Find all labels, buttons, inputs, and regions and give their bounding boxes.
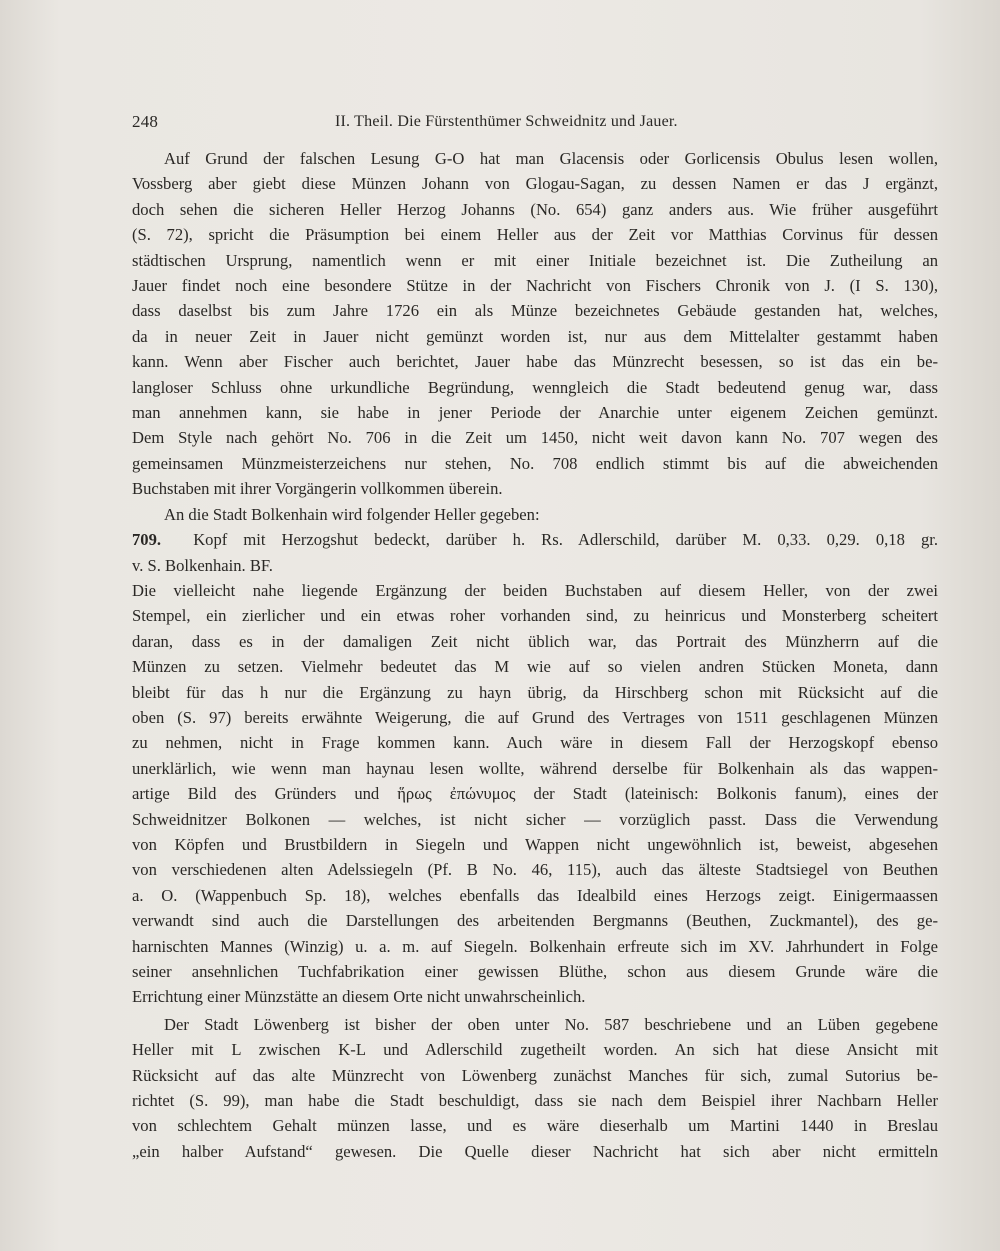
text-line: Heller mit L zwischen K-L und Adlerschild zugetheilt worden. An sich hat diese Ansicht mit xyxy=(132,1040,938,1060)
text-line: daran, dass es in der damaligen Zeit nicht üblich war, das Portrait des Münzherrn auf die xyxy=(132,631,938,651)
entry-number: 709. xyxy=(132,530,162,550)
text-line: Vossberg aber giebt diese Münzen Johann von Glogau-Sagan, zu dessen Namen er das J ergänzt, xyxy=(132,174,938,194)
text-line: Errichtung einer Münzstätte an diesem Orte nicht unwahrscheinlich. xyxy=(132,987,586,1007)
paragraph-loewenberg xyxy=(132,1012,938,1164)
text-line: harnischten Mannes (Winzig) u. a. m. auf Siegeln. Bolkenhain erfreute sich im XV. Jahrhundert in Folge xyxy=(132,936,938,956)
text-line: v. S. Bolkenhain. BF. xyxy=(132,555,273,575)
text-line: Stempel, ein zierlicher und ein etwas roher vorhanden sind, zu heinricus und Monsterberg scheitert xyxy=(132,606,938,626)
text-line: Münzen zu setzen. Vielmehr bedeutet das M wie auf so vielen andren Stücken Moneta, dann xyxy=(132,657,938,677)
text-line: unerklärlich, wie wenn man haynau lesen wollte, während derselbe für Bolkenhain als das wappen- xyxy=(132,758,938,778)
catalogue-entry-709 xyxy=(132,527,938,1010)
running-title: II. Theil. Die Fürstenthümer Schweidnitz und Jauer. xyxy=(335,113,678,130)
text-line: verwandt sind auch die Darstellungen des arbeitenden Bergmanns (Beuthen, Zuckmantel), des ge- xyxy=(132,911,938,931)
entry-description: Kopf mit Herzogshut bedeckt, darüber h. Rs. Adlerschild, darüber M. 0,33. 0,29. 0,18 gr. xyxy=(193,530,939,550)
page-number: 248 xyxy=(132,112,159,131)
page-body xyxy=(132,146,938,1164)
text-line: Jauer findet noch eine besondere Stütze in der Nachricht von Fischers Chronik von J. (I S. 130), xyxy=(132,276,938,296)
text-line: Dem Style nach gehört No. 706 in die Zeit um 1450, nicht weit davon kann No. 707 wegen des xyxy=(132,428,938,448)
text-line: von verschiedenen alten Adelssiegeln (Pf. B No. 46, 115), auch das älteste Stadtsiegel von Beuthen xyxy=(132,860,938,880)
text-line: langloser Schluss ohne urkundliche Begründung, wenngleich die Stadt bedeutend genug war, dass xyxy=(132,377,938,397)
text-line: zu nehmen, nicht in Frage kommen kann. Auch wäre in diesem Fall der Herzogskopf ebenso xyxy=(132,733,938,753)
text-line: Schweidnitzer Bolkonen — welches, ist nicht sicher — vorzüglich passt. Dass die Verwendung xyxy=(132,809,938,829)
text-line: städtischen Ursprung, namentlich wenn er mit einer Initiale bezeichnet ist. Die Zutheilung an xyxy=(132,250,938,270)
text-line xyxy=(132,527,938,552)
paragraph-jauer xyxy=(132,146,938,502)
text-line: da in neuer Zeit in Jauer nicht gemünzt worden ist, nur aus dem Mittelalter gestammt haben xyxy=(132,326,938,346)
text-line: von Köpfen und Brustbildern in Siegeln und Wappen nicht ungewöhnlich ist, beweist, abgesehen xyxy=(132,834,938,854)
text-line: kann. Wenn aber Fischer auch berichtet, Jauer habe das Münzrecht besessen, so ist das ein be- xyxy=(132,352,938,372)
text-line: richtet (S. 99), man habe die Stadt beschuldigt, dass sie nach dem Beispiel ihrer Nachbarn Heller xyxy=(132,1091,938,1111)
text-line: Die vielleicht nahe liegende Ergänzung der beiden Buchstaben auf diesem Heller, von der zwei xyxy=(132,580,938,600)
text-line: von schlechtem Gehalt münzen lasse, und es wäre dieserhalb um Martini 1440 in Breslau xyxy=(132,1116,938,1136)
text-line: dass daselbst bis zum Jahre 1726 ein als Münze bezeichnetes Gebäude gestanden hat, welches, xyxy=(132,301,938,321)
text-line: oben (S. 97) bereits erwähnte Weigerung, die auf Grund des Vertrages von 1511 geschlagenen Münzen xyxy=(132,707,938,727)
text-line: a. O. (Wappenbuch Sp. 18), welches ebenfalls das Idealbild eines Herzogs zeigt. Einigermaassen xyxy=(132,885,938,905)
text-line: Buchstaben mit ihrer Vorgängerin vollkommen überein. xyxy=(132,479,503,499)
text-line: seiner ansehnlichen Tuchfabrikation einer gewissen Blüthe, schon aus diesem Grunde wäre die xyxy=(132,962,938,981)
text-line: Rücksicht auf das alte Münzrecht von Löwenberg zunächst Manches für sich, zumal Sutorius be- xyxy=(132,1065,938,1085)
text-line: gemeinsamen Münzmeisterzeichens nur stehen, No. 708 endlich stimmt bis auf die abweichenden xyxy=(132,453,938,473)
text-line: artige Bild des Gründers und ἥρως ἐπώνυμος der Stadt (lateinisch: Bolkonis fanum), eines der xyxy=(132,784,938,804)
text-line: Der Stadt Löwenberg ist bisher der oben unter No. 587 beschriebene und an Lüben gegebene xyxy=(164,1014,938,1034)
text-line: Auf Grund der falschen Lesung G-O hat man Glacensis oder Gorlicensis Obulus lesen wollen, xyxy=(164,149,938,168)
text-line: (S. 72), spricht die Präsumption bei einem Heller aus der Zeit vor Matthias Corvinus für dessen xyxy=(132,225,938,245)
paragraph-bolkenhain-intro xyxy=(132,502,938,527)
text-line: bleibt für das h nur die Ergänzung zu hayn übrig, da Hirschberg schon mit Rücksicht auf die xyxy=(132,682,938,702)
text-line: „ein halber Aufstand“ gewesen. Die Quelle dieser Nachricht hat sich aber nicht ermitteln xyxy=(132,1141,938,1161)
text-line: An die Stadt Bolkenhain wird folgender Heller gegeben: xyxy=(164,504,540,524)
text-line: doch sehen die sicheren Heller Herzog Johanns (No. 654) ganz anders aus. Wie früher ausgeführt xyxy=(132,199,938,219)
text-line: man annehmen kann, sie habe in jener Periode der Anarchie unter eigenem Zeichen gemünzt. xyxy=(132,403,938,423)
